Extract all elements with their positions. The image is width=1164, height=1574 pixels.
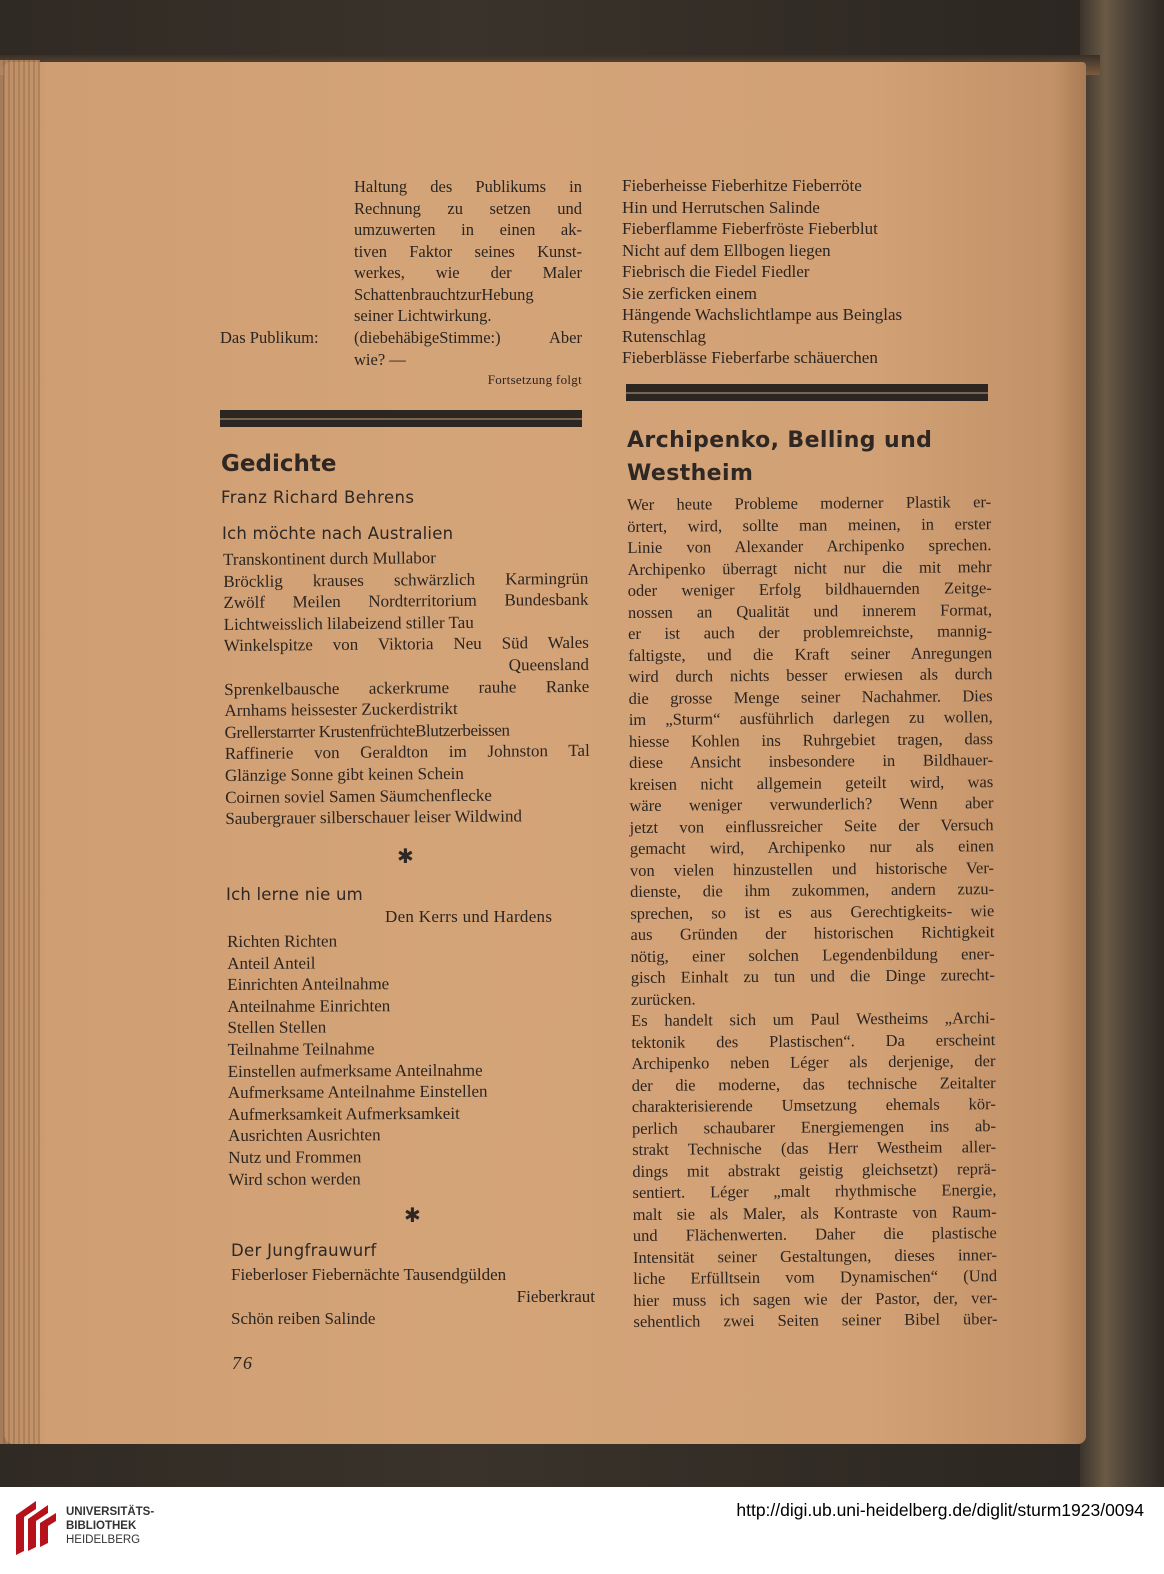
- poem-line: Hin und Herrutschen Salinde: [622, 197, 820, 217]
- article-line: perlich schaubarer Energiemengen ins ab-: [631, 1115, 997, 1138]
- poem-line: Transkontinent durch Mullabor: [223, 548, 436, 569]
- article-line: gemacht wird, Archipenko nur als einen: [629, 836, 994, 858]
- article-line: Archipenko überragt nicht nur die mit mehr: [627, 556, 992, 579]
- poem-line: Grellerstarrter KrustenfrüchteBlutzerbeissen: [224, 720, 510, 742]
- poem-line: Fieberloser Fiebernächte Tausendgülden: [231, 1265, 507, 1284]
- article-title-line: Westheim: [627, 461, 754, 486]
- poem-line: Sie zerficken einem: [622, 283, 757, 303]
- continued-note: Fortsetzung folgt: [487, 372, 582, 387]
- article-line: Es handelt sich um Paul Westheims „Archi-: [631, 1008, 996, 1030]
- poem-line: Anteil Anteil: [227, 953, 316, 973]
- library-name-line: UNIVERSITÄTS-: [66, 1506, 155, 1518]
- poem-line: Fieberflamme Fieberfröste Fieberblut: [622, 219, 878, 238]
- poem-line: Nicht auf dem Ellbogen liegen: [622, 240, 831, 260]
- poem-line: Schön reiben Salinde: [231, 1309, 376, 1328]
- stacked-page-edges: [0, 60, 40, 1444]
- poem-line: Einstellen aufmerksame Anteilnahme: [227, 1060, 483, 1081]
- poem-line: Fieberblässe Fieberfarbe schäuerchen: [622, 348, 878, 367]
- poem-line: Wird schon werden: [228, 1168, 361, 1189]
- poem-line: Aufmerksamkeit Aufmerksamkeit: [227, 1103, 460, 1124]
- section-title: Gedichte: [221, 451, 337, 477]
- poem-body: [227, 929, 578, 1190]
- library-name-line: HEIDELBERG: [66, 1534, 141, 1546]
- article-line: tektonik des Plastischen“. Da erscheint: [631, 1029, 996, 1052]
- poem-line: Queensland: [508, 654, 590, 675]
- poem-line: Fiebrisch die Fiedel Fiedler: [622, 262, 810, 281]
- article-line: wäre weniger verwunderlich? Wenn aber: [629, 793, 994, 815]
- article-line: faltigste, und die Kraft seiner Anregungen: [628, 642, 993, 665]
- poem-line: Coirnen soviel Samen Säumchenflecke: [225, 785, 492, 807]
- article-line: hier muss ich sagen wie der Pastor, der, ver-: [633, 1287, 998, 1310]
- text-line: seiner Lichtwirkung.: [354, 306, 492, 325]
- article-line: von vielen hinzustellen und historische Ver-: [629, 857, 995, 880]
- article-line: sprechen, so ist es aus Gerechtigkeits- wie: [630, 900, 995, 923]
- poem-line: Saubergrauer silberschauer leiser Wildwind: [225, 806, 522, 829]
- poem-line: Bröcklig krauses schwärzlich Karmingrün: [223, 568, 589, 591]
- page-number: 76: [232, 1353, 254, 1373]
- text-line: umzuwerten in einen ak-: [354, 220, 582, 239]
- speech: [354, 327, 582, 370]
- article-line: Wer heute Probleme moderner Plastik er-: [627, 492, 992, 514]
- library-logo-icon: [12, 1495, 58, 1557]
- article-line: örtert, wird, sollte man meinen, in erster: [627, 513, 992, 536]
- article-line: diese Ansicht insbesondere in Bildhauer-: [629, 750, 994, 772]
- article-line: aus Gründen der historischen Richtigkeit: [630, 922, 995, 944]
- article-line: Linie von Alexander Archipenko sprechen.: [627, 535, 992, 557]
- poem-title: Der Jungfrauwurf: [231, 1241, 377, 1260]
- book-cover-edge: [1080, 0, 1164, 1487]
- poem-body: [223, 546, 590, 830]
- poem-line: Teilnahme Teilnahme: [227, 1039, 375, 1059]
- text-line: Haltung des Publikums in: [354, 177, 582, 196]
- article-line: zurücken.: [630, 988, 696, 1009]
- section-divider: [626, 384, 988, 401]
- article-line: und Flächenwerten. Daher die plastische: [632, 1223, 997, 1245]
- poem-body: [231, 1264, 595, 1330]
- text-line: Rechnung zu setzen und: [354, 198, 582, 218]
- poem-dedication: Den Kerrs und Hardens: [385, 907, 553, 926]
- poem-line: Aufmerksame Anteilnahme Einstellen: [227, 1081, 488, 1103]
- poem-line: Arnhams heissester Zuckerdistrikt: [224, 699, 458, 721]
- star-separator: ✱: [404, 1203, 421, 1227]
- poem-line: Raffinerie von Geraldton im Johnston Tal: [224, 741, 590, 764]
- article-line: liche Erfülltsein vom Dynamischen“ (Und: [633, 1266, 998, 1288]
- poem-line: Hängende Wachslichtlampe aus Beinglas: [622, 305, 903, 324]
- article-line: der die moderne, das technische Zeitalter: [631, 1072, 996, 1095]
- poem-line: Stellen Stellen: [227, 1017, 327, 1038]
- article-line: sentiert. Léger „malt rhythmische Energie,: [632, 1180, 997, 1202]
- poem-line: Richten Richten: [227, 931, 338, 951]
- article-line: Intensität seiner Gestaltungen, dieses inner-: [632, 1244, 998, 1267]
- article-line: die grosse Menge seiner Nachahmer. Dies: [628, 685, 993, 708]
- poem-line: Glänzige Sonne gibt keinen Schein: [224, 763, 464, 785]
- article-line: nossen an Qualität und innerem Format,: [627, 599, 992, 622]
- article-line: er ist auch der problemreichste, mannig-: [628, 621, 993, 643]
- poem-line: Fieberheisse Fieberhitze Fieberröte: [622, 176, 862, 195]
- article-line: charakterisierende Umsetzung ehemals kör-: [631, 1094, 996, 1116]
- author-name: Franz Richard Behrens: [221, 488, 415, 507]
- article-line: sehentlich zwei Seiten seiner Bibel über-: [633, 1309, 998, 1331]
- article-line: gisch Einhalt zu tun und die Dinge zurecht-: [630, 965, 995, 987]
- article-line: im „Sturm“ ausführlich darlegen zu wollen,: [628, 707, 993, 729]
- article-line: jetzt von einflussreicher Seite der Versuch: [629, 814, 994, 837]
- text-line: SchattenbrauchtzurHebung: [354, 284, 534, 304]
- section-divider: [220, 410, 582, 427]
- poem-line: Zwölf Meilen Nordterritorium Bundesbank: [223, 590, 589, 613]
- article-line: oder weniger Erfolg bildhauernden Zeitge-: [627, 578, 992, 600]
- article-title-line: Archipenko, Belling und: [627, 428, 933, 453]
- poem-line: Einrichten Anteilnahme: [227, 974, 390, 995]
- library-name-line: BIBLIOTHEK: [66, 1520, 137, 1532]
- play-continuation: [354, 176, 582, 327]
- text-line: wie? —: [354, 349, 406, 369]
- poem-line: Lichtweisslich lilabeizend stiller Tau: [223, 612, 474, 634]
- text-line: tiven Faktor seines Kunst-: [354, 241, 582, 261]
- poem-continuation: [622, 175, 992, 369]
- poem-line: Ausrichten Ausrichten: [228, 1125, 381, 1146]
- article-line: Archipenko neben Léger als derjenige, der: [631, 1051, 996, 1073]
- article-line: dienste, die ihm zukommen, andern zuzu-: [630, 879, 995, 901]
- source-url-link[interactable]: http://digi.ub.uni-heidelberg.de/diglit/sturm1923/0094: [736, 1500, 1144, 1520]
- article-line: kreisen nicht allgemein geteilt wird, was: [629, 771, 994, 794]
- star-separator: ✱: [397, 844, 414, 868]
- article-line: nötig, einer solchen Legendenbildung ener-: [630, 943, 995, 966]
- library-name: [66, 1505, 154, 1547]
- speaker-label: Das Publikum:: [220, 328, 319, 347]
- article-line: hiesse Kohlen ins Ruhrgebiet tragen, dass: [628, 728, 994, 751]
- poem-title: Ich möchte nach Australien: [222, 524, 454, 543]
- poem-line: Winkelspitze von Viktoria Neu Süd Wales: [223, 633, 589, 656]
- poem-line: Nutz und Frommen: [228, 1147, 362, 1167]
- poem-line: Rutenschlag: [622, 326, 707, 346]
- poem-line: Sprenkelbausche ackerkrume rauhe Ranke: [224, 676, 590, 699]
- poem-line: Fieberkraut: [516, 1287, 595, 1306]
- text-line: (diebehäbigeStimme:) Aber: [354, 328, 582, 347]
- article-body: [627, 491, 998, 1332]
- article-title: [627, 424, 932, 490]
- article-line: malt sie als Maler, als Kontraste von Raum-: [632, 1201, 997, 1224]
- article-line: wird durch nichts besser erwiesen als durch: [628, 664, 993, 686]
- article-line: dings mit abstrakt geistig gleichsetzt) reprä-: [632, 1158, 997, 1181]
- poem-title: Ich lerne nie um: [226, 885, 363, 904]
- poem-line: Anteilnahme Einrichten: [227, 995, 391, 1016]
- text-line: werkes, wie der Maler: [354, 263, 582, 282]
- article-line: strakt Technische (das Herr Westheim aller-: [632, 1137, 997, 1159]
